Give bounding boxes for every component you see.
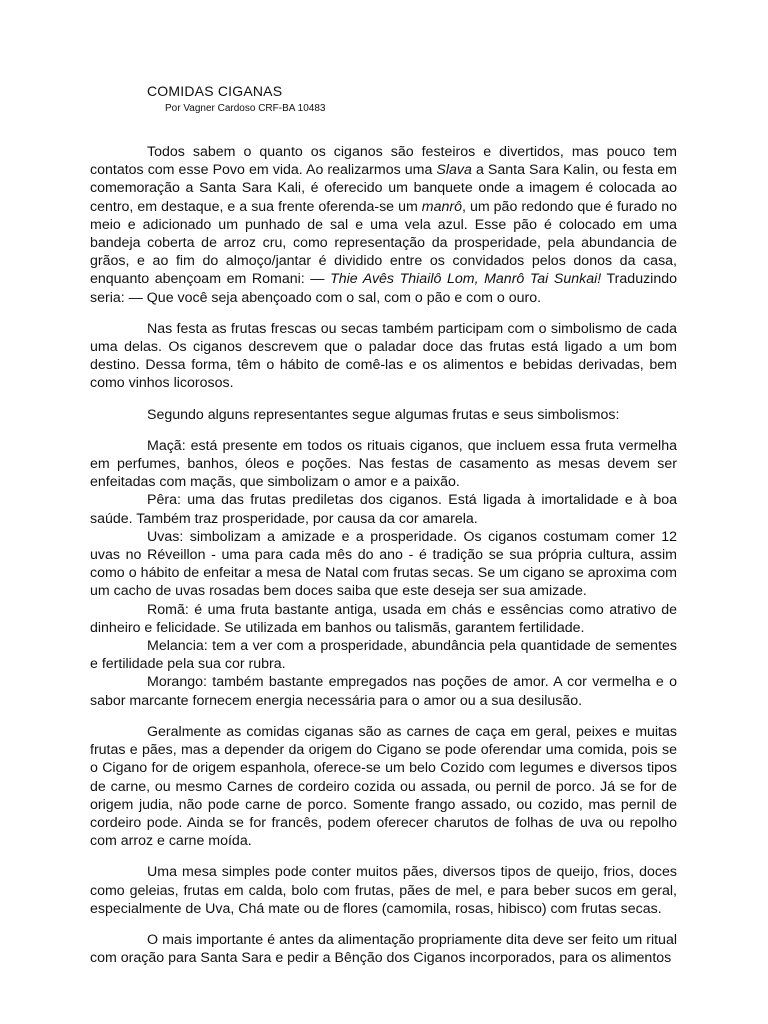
paragraph-fruits-intro: Nas festa as frutas frescas ou secas também participam com o simbolismo de cada uma delas. Os ciganos descrevem que o paladar doce das frutas está ligado a um bom destino. Dessa forma, têm o hábito de comê-las e os alimentos e bebidas derivadas, bem como vinhos licorosos. [90, 320, 677, 392]
fruit-item-melancia: Melancia: tem a ver com a prosperidade, abundância pela quantidade de sementes e fertilidade pela sua cor rubra. [90, 638, 677, 673]
text-run: , um pão redondo que é furado no meio e adicionado um punhado de sal e uma vela azul. Esse pão é colocado em uma bandeja coberta de arroz cru, como representação da prosperidade, pela abundancia de grãos, e ao fim do almoço/jantar é dividido entre os convidados pelos donos da casa, enquanto abençoam em Romani: — [90, 198, 677, 288]
text-run: Todos sabem o quanto os ciganos são festeiros e divertidos, mas pouco tem contatos com esse Povo em vida. Ao realizarmos uma [90, 144, 677, 179]
text-run: a Santa Sara Kalin, ou festa em comemoração a Santa Sara Kali, é oferecido um banquete onde a imagem é colocada ao centro, em destaque, e a sua frente oferenda-se um [90, 162, 677, 215]
paragraph-simple-table: Uma mesa simples pode conter muitos pães, diversos tipos de queijo, frios, doces como geleias, frutas em calda, bolo com frutas, pães de mel, e para beber sucos em geral, especialmente de Uva, Chá mate ou de flores (camomila, rosas, hibisco) com frutas secas. [90, 864, 677, 917]
paragraph-gypsy-foods: Geralmente as comidas ciganas são as carnes de caça em geral, peixes e muitas frutas e pães, mas a depender da origem do Cigano se pode oferendar uma comida, pois se o Cigano for de origem espanhola, oferece-se um belo Cozido com legumes e diversos tipos de carne, ou mesmo Carnes de cordeiro cozida ou assada, ou pernil de porco. Já se for de origem judia, não pode carne de porco. Somente frango assado, ou cozido, mas pernil de cordeiro pode. Ainda se for francês, podem oferecer charutos de folhas de uva ou repolho com arroz e carne moída. [90, 723, 677, 850]
fruit-item-maca: Maçã: está presente em todos os rituais ciganos, que incluem essa fruta vermelha em perfumes, banhos, óleos e poções. Nas festas de casamento as mesas devem ser enfeitadas com maçãs, que simbolizam o amor e a paixão. [90, 437, 677, 491]
fruit-item-morango: Morango: também bastante empregados nas poções de amor. A cor vermelha e o sabor marcante fornecem energia necessária para o amor ou a sua desilusão. [90, 674, 677, 709]
romani-blessing: Thie Avês Thiailô Lom, Manrô Tai Sunkai! [330, 271, 602, 288]
text-run: Traduzindo seria: — Que você seja abençoado com o sal, com o pão e com o ouro. [90, 271, 677, 306]
italic-term-slava: Slava [436, 162, 472, 179]
page-title: COMIDAS CIGANAS [147, 83, 283, 99]
paragraph-ritual: O mais importante é antes da alimentação propriamente dita deve ser feito um ritual com oração para Santa Sara e pedir a Bênção dos Ciganos incorporados, para os alimentos [90, 931, 677, 967]
fruit-item-pera: Pêra: uma das frutas prediletas dos ciganos. Está ligada à imortalidade e à boa saúde. Também traz prosperidade, por causa da cor amarela. [90, 492, 677, 527]
paragraph-intro [90, 143, 677, 307]
author-byline: Por Vagner Cardoso CRF-BA 10483 [165, 103, 326, 114]
fruit-item-roma: Romã: é uma fruta bastante antiga, usada em chás e essências como atrativo de dinheiro e felicidade. Se utilizada em banhos ou talismãs, garantem fertilidade. [90, 601, 677, 636]
fruit-item-uvas: Uvas: simbolizam a amizade e a prosperidade. Os ciganos costumam comer 12 uvas no Réveillon - uma para cada mês do ano - é tradição se sua própria cultura, assim como o hábito de enfeitar a mesa de Natal com frutas secas. Se um cigano se aproxima com um cacho de uvas rosadas bem doces saiba que este deseja ser sua amizade. [90, 528, 677, 600]
article-body [90, 143, 677, 980]
italic-term-manro: manrô [421, 198, 463, 215]
paragraph-symbolism-lead: Segundo alguns representantes segue algumas frutas e seus simbolismos: [147, 406, 620, 423]
